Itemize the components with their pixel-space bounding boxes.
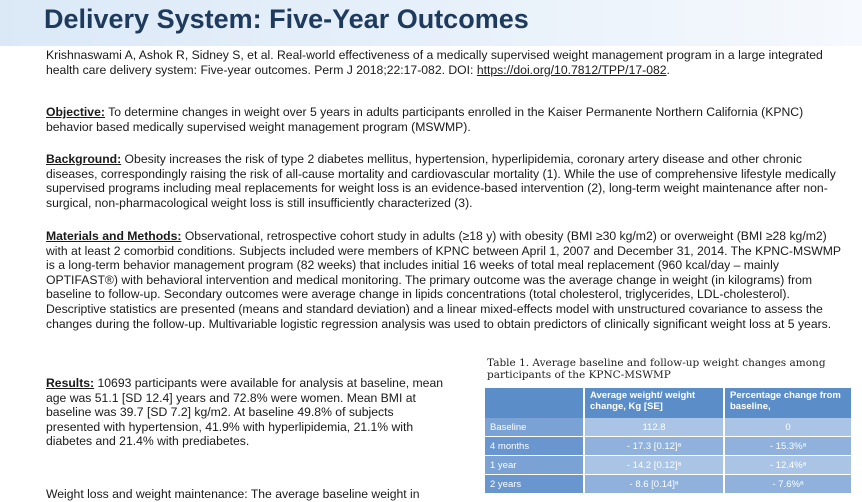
citation-end: .	[666, 62, 670, 77]
weight-loss-partial-line: Weight loss and weight maintenance: The average baseline weight in	[46, 487, 420, 501]
table-row	[485, 475, 852, 494]
table-header-cell: Average weight/ weight change, Kg [SE]	[584, 388, 724, 418]
weight-cell: - 8.6 [0.14]ᵃ	[584, 475, 724, 494]
objective-heading: Objective:	[46, 105, 105, 119]
table-header-cell: Percentage change from baseline,	[724, 388, 852, 418]
background-section	[46, 152, 846, 210]
weight-change-table	[485, 388, 853, 494]
methods-section	[46, 229, 846, 331]
results-heading: Results:	[46, 376, 95, 390]
table-row	[485, 437, 852, 456]
row-label: 2 years	[485, 475, 584, 494]
weight-cell: - 14.2 [0.12]ᵃ	[584, 456, 724, 475]
row-label: 4 months	[485, 437, 584, 456]
page-title: Delivery System: Five-Year Outcomes	[44, 4, 529, 34]
results-text: 10693 participants were available for analysis at baseline, mean age was 51.1 [SD 12.4] years and 72.8% were women. Mean BMI at baseline was 39.7 [SD 7.2] kg/m2. At baseline 49.8% of subjects presented with hypertension, 41.9% with hyperlipidemia, 21.1% with diabetes and 21.4% with prediabetes.	[46, 376, 443, 449]
table-row	[485, 418, 852, 437]
results-section	[46, 376, 446, 449]
table-header-row	[485, 388, 852, 418]
weight-cell: 112.8	[584, 418, 724, 437]
table-header-cell	[485, 388, 584, 418]
percent-cell: 0	[724, 418, 852, 437]
row-label: 1 year	[485, 456, 584, 475]
objective-section	[46, 105, 846, 134]
methods-text: Observational, retrospective cohort study in adults (≥18 y) with obesity (BMI ≥30 kg/m2) or overweight (BMI ≥28 kg/m2) with at least 2 comorbid conditions. Subjects included were members of KPNC between April 1, 2007 and December 31, 2014. The KPNC-MSWMP is a long-term behavior management program (82 weeks) that includes initial 16 weeks of total meal replacement (960 kcal/day – mainly OPTIFAST®) with behavioral intervention and medical monitoring. The primary outcome was the average change in weight (in kilograms) from baseline to follow-up. Secondary outcomes were average change in lipids concentrations (total cholesterol, triglycerides, LDL-cholesterol). Descriptive statistics are presented (means and standard deviation) and a linear mixed-effects model with unstructured covariance to assess the changes during the follow-up. Multivariable logistic regression analysis was used to obtain predictors of clinically significant weight loss at 5 years.	[46, 229, 841, 331]
percent-cell: - 12.4%ᵃ	[724, 456, 852, 475]
table-caption: Table 1. Average baseline and follow-up weight changes among participants of the KPNC-MSWMP	[487, 357, 826, 381]
background-text: Obesity increases the risk of type 2 diabetes mellitus, hypertension, hyperlipidemia, coronary artery disease and other chronic diseases, correspondingly raising the risk of all-cause mortality and cardiovascular mortality (1). While the use of comprehensive lifestyle medically supervised programs including meal replacements for weight loss is an evidence-based intervention (2), long-term weight maintenance after non-surgical, non-pharmacological weight loss is still insufficiently characterized (3).	[46, 152, 836, 210]
weight-cell: - 17.3 [0.12]ᵃ	[584, 437, 724, 456]
objective-text: To determine changes in weight over 5 years in adults participants enrolled in the Kaiser Permanente Northern California (KPNC) behavior based medically supervised weight management program (MSWMP).	[46, 105, 804, 134]
table-row	[485, 456, 852, 475]
background-heading: Background:	[46, 152, 122, 166]
percent-cell: - 7.6%ᵃ	[724, 475, 852, 494]
row-label: Baseline	[485, 418, 584, 437]
title-banner	[0, 0, 862, 46]
doi-link[interactable]: https://doi.org/10.7812/TPP/17-082	[476, 62, 667, 77]
methods-heading: Materials and Methods:	[46, 229, 182, 243]
percent-cell: - 15.3%ᵃ	[724, 437, 852, 456]
citation-text: Krishnaswami A, Ashok R, Sidney S, et al. Real-world effectiveness of a medically supervised weight management program in a large integrated health care delivery system: Five-year outcomes. Perm J 2018;22:17-082. DOI:	[46, 48, 823, 77]
citation	[46, 48, 836, 77]
